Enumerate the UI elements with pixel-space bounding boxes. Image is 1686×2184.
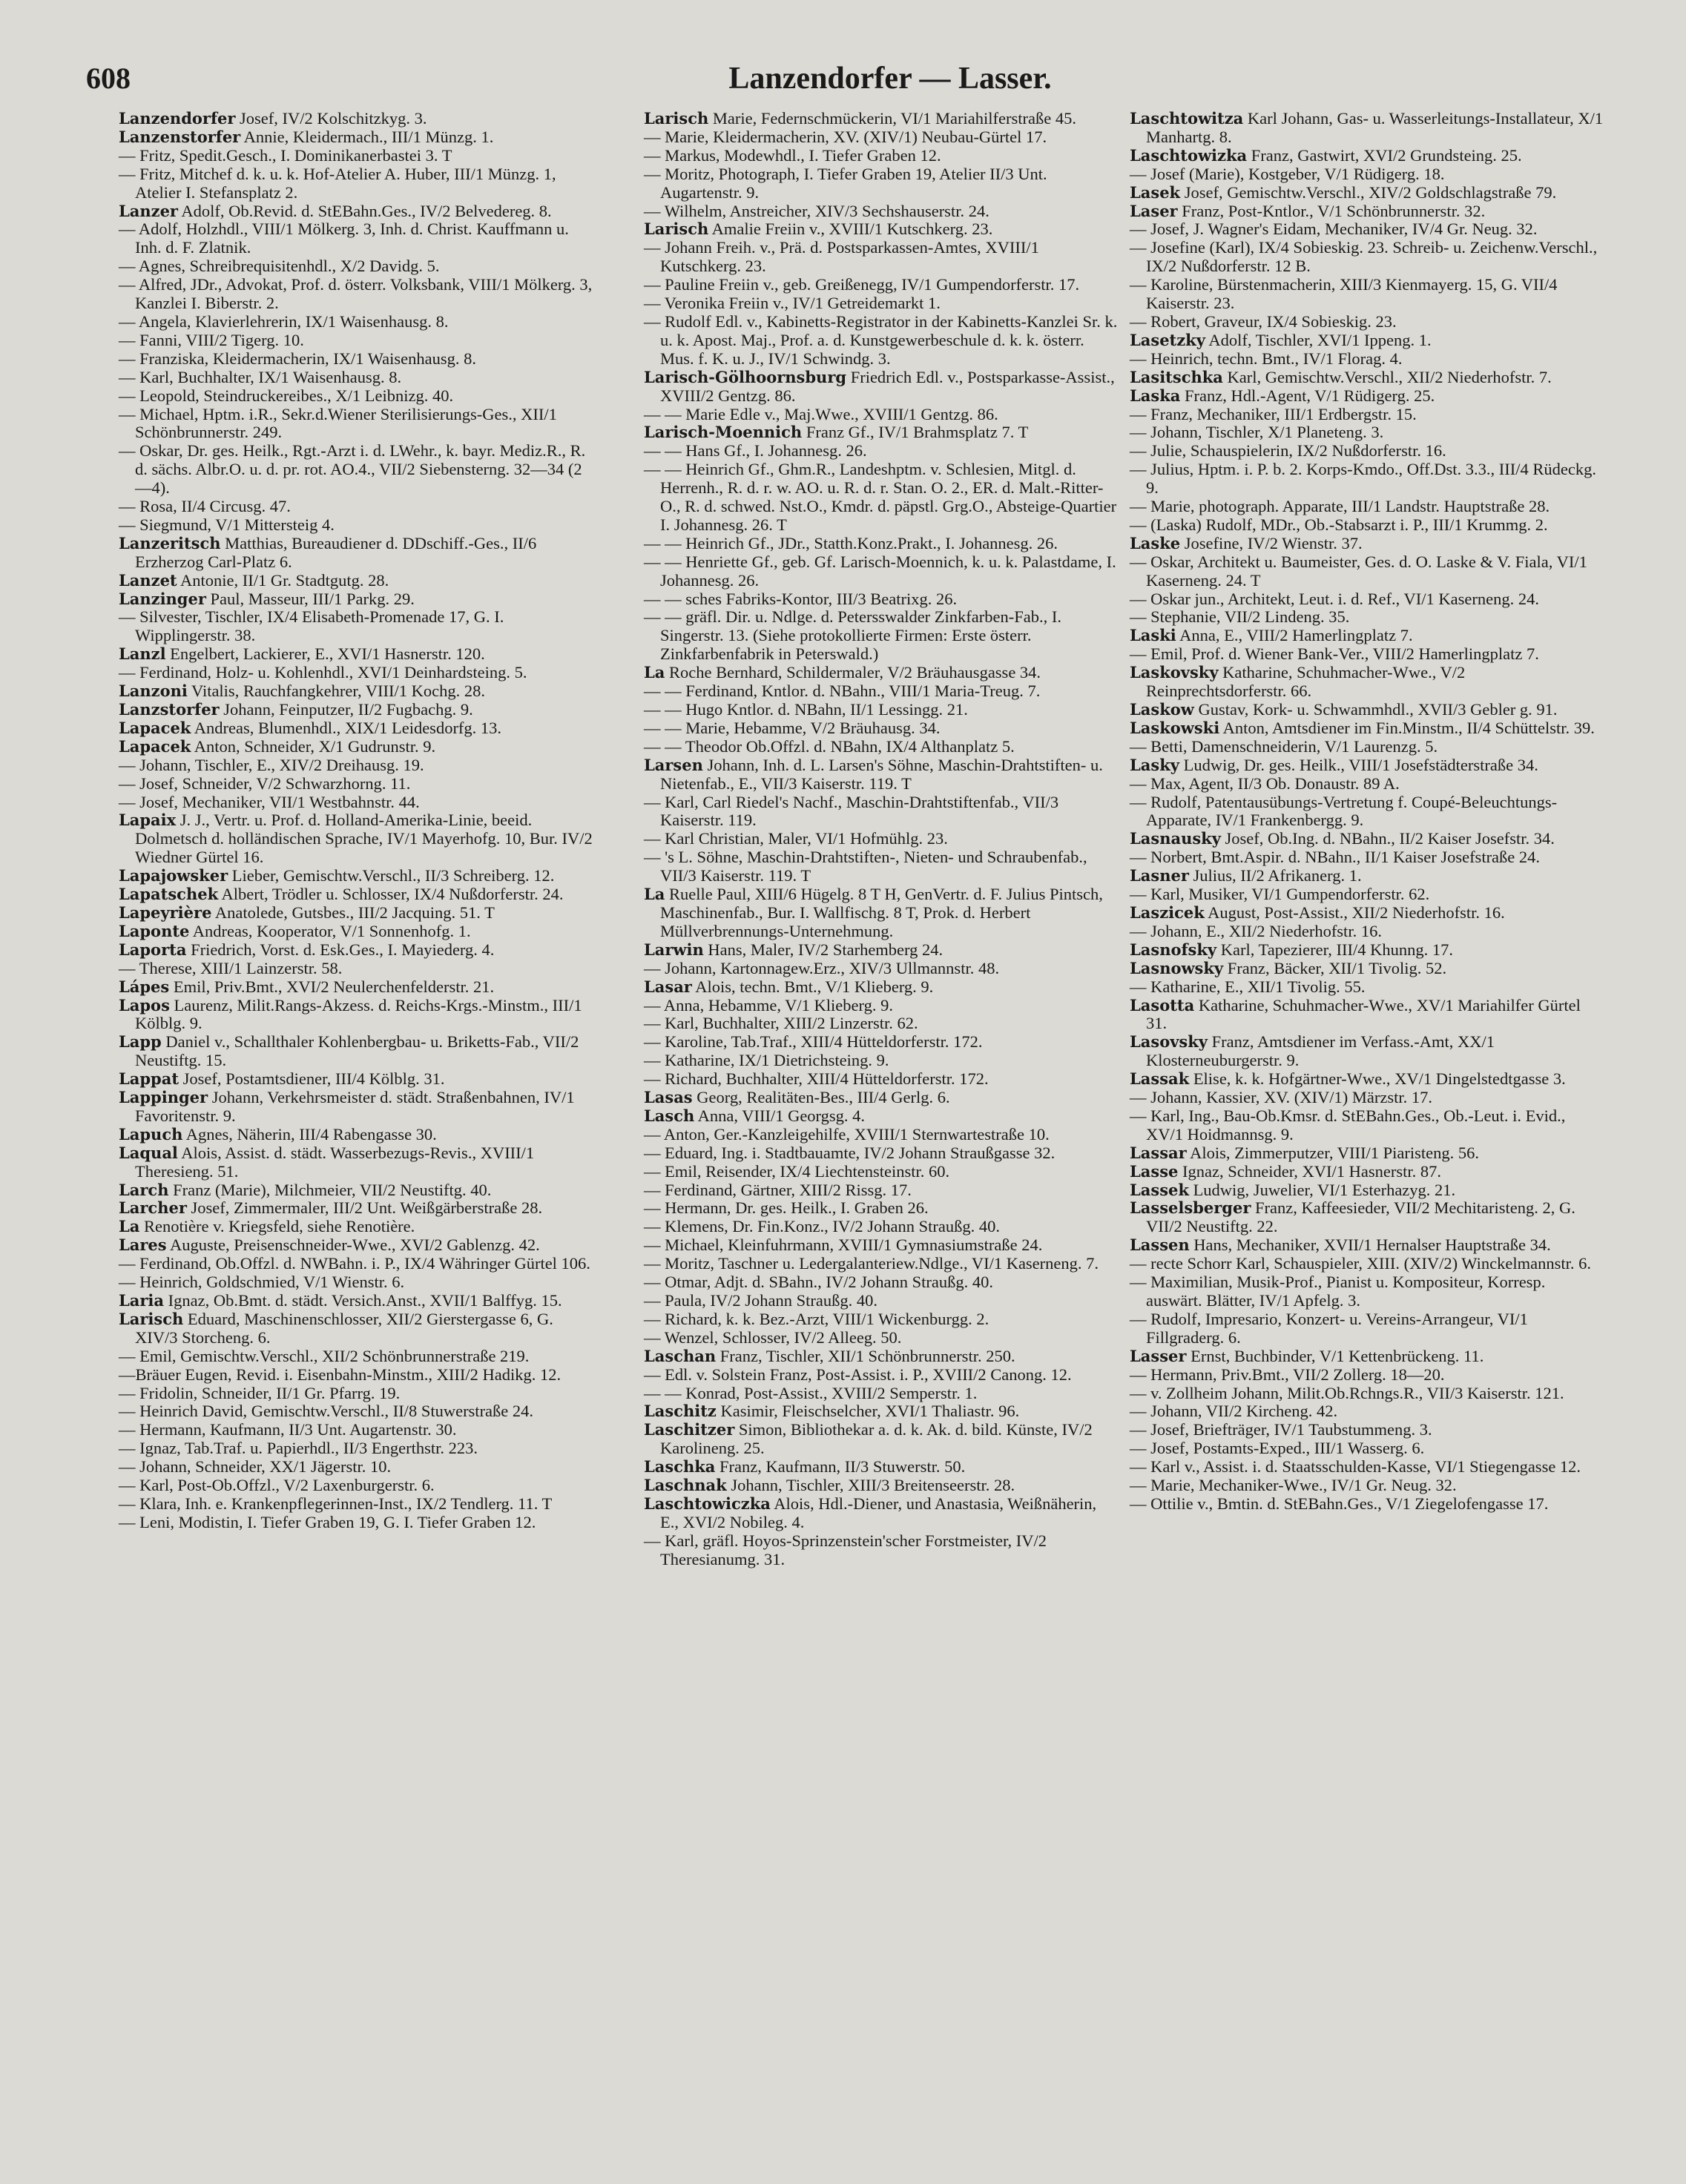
directory-entry: — Josef, Briefträger, IV/1 Taubstummeng. 3. [1130,1420,1432,1439]
directory-entry: — Karl, Buchhalter, IX/1 Waisenhausg. 8. [119,367,402,386]
entry-surname: Lares [119,1235,167,1255]
directory-entry: — Adolf, Holzhdl., VIII/1 Mölkerg. 3, Inh. d. Christ. Kauffmann u. Inh. d. F. Zlatnik. [119,220,569,257]
directory-entry: — Michael, Kleinfuhrmann, XVIII/1 Gymnasiumstraße 24. [644,1235,1043,1255]
entry-surname: Lapacek [119,736,191,756]
entry-surname: Laskowski [1130,718,1220,737]
directory-entry: — Fritz, Mitchef d. k. u. k. Hof-Atelier A. Huber, III/1 Münzg. 1, Atelier I. Stefansplatz 2. [119,164,556,202]
entry-surname: Lasitschka [1130,367,1223,386]
directory-entry: — Franziska, Kleidermacherin, IX/1 Waisenhausg. 8. [119,349,477,368]
directory-entry: Lapacek Anton, Schneider, X/1 Gudrunstr. 9. [119,736,436,756]
directory-entry: Larisch Eduard, Maschinenschlosser, XII/2 Gierstergasse 6, G. XIV/3 Storcheng. 6. [119,1309,553,1347]
directory-entry: — Marie, Mechaniker-Wwe., IV/1 Gr. Neug. 32. [1130,1476,1457,1495]
directory-entry: Lasch Anna, VIII/1 Georgsg. 4. [644,1106,866,1125]
entry-surname: Lanzer [119,201,178,220]
directory-entry: — Hermann, Dr. ges. Heilk., I. Graben 26. [644,1198,929,1218]
entry-surname: Lappat [119,1069,180,1089]
directory-entry: Laschtowiczka Alois, Hdl.-Diener, und Anastasia, Weißnäherin, E., XVI/2 Nobileg. 4. [644,1494,1097,1531]
directory-entry: Laskovsky Katharine, Schuhmacher-Wwe., V/2 Reinprechtsdorferstr. 66. [1130,663,1466,701]
entry-surname: Laschtowiczka [644,1494,771,1513]
directory-entry: Laschitzer Simon, Bibliothekar a. d. k. Ak. d. bild. Künste, IV/2 Karolineng. 25. [644,1420,1093,1458]
entry-surname: Laschka [644,1457,716,1477]
entry-surname: Lanzstorfer [119,700,220,719]
entry-surname: Lassar [1130,1143,1187,1162]
entry-surname: Lassak [1130,1069,1190,1089]
directory-entry: Laschnak Johann, Tischler, XIII/3 Breitenseerstr. 28. [644,1476,1015,1495]
directory-entry: Lassek Ludwig, Juwelier, VI/1 Esterhazyg. 21. [1130,1180,1456,1199]
directory-entry: Larwin Hans, Maler, IV/2 Starhemberg 24. [644,940,944,959]
directory-entry: — Johann, Tischler, E., XIV/2 Dreihausg. 19. [119,755,424,774]
directory-entry: — Johann, Kassier, XV. (XIV/1) Märzstr. 17. [1130,1088,1432,1107]
directory-entry: — — Marie, Hebamme, V/2 Bräuhausg. 34. [644,718,941,737]
directory-entry: — — Henriette Gf., geb. Gf. Larisch-Moennich, k. u. k. Palastdame, I. Johannesg. 26. [644,552,1116,590]
directory-entry: Lapacek Andreas, Blumenhdl., XIX/1 Leidesdorfg. 13. [119,718,502,737]
directory-entry: — — gräfl. Dir. u. Ndlge. d. Petersswalder Zinkfarben-Fab., I. Singerstr. 13. (Siehe protokollierte Firmen: Erste österr. Zinkfarbenfabrik in Peterswald.) [644,607,1061,664]
directory-entry: — Karl Christian, Maler, VI/1 Hofmühlg. 23. [644,829,948,848]
directory-entry: — Johann, Schneider, XX/1 Jägerstr. 10. [119,1457,392,1477]
directory-entry: La Ruelle Paul, XIII/6 Hügelg. 8 T H, GenVertr. d. F. Julius Pintsch, Maschinenfab., Bur. I. Wallfischg. 8 T, Prok. d. Herbert Müllverbrennungs-Unternehmung. [644,885,1103,940]
directory-entry: — Josef, J. Wagner's Eidam, Mechaniker, IV/4 Gr. Neug. 32. [1130,220,1538,239]
directory-entry: Larsen Johann, Inh. d. L. Larsen's Söhne, Maschin-Drahtstiften- u. Nietenfab., E., VII/3 Kaiserstr. 119. T [644,755,1103,793]
directory-entry: —Bräuer Eugen, Revid. i. Eisenbahn-Minstm., XIII/2 Hadikg. 12. [119,1365,562,1384]
entry-surname: Lasnofsky [1130,940,1217,959]
directory-entry: — Julie, Schauspielerin, IX/2 Nußdorferstr. 16. [1130,441,1446,461]
entry-surname: Laschnak [644,1476,727,1495]
entry-surname: Laszicek [1130,903,1205,922]
directory-entry: Laskow Gustav, Kork- u. Schwammhdl., XVII/3 Gebler g. 91. [1130,700,1558,719]
directory-entry: — — Ferdinand, Kntlor. d. NBahn., VIII/1 Maria-Treug. 7. [644,682,1041,701]
directory-entry: — Hermann, Kaufmann, II/3 Unt. Augartenstr. 30. [119,1420,457,1439]
directory-entry: Lapeyrière Anatolede, Gutsbes., III/2 Jacquing. 51. T [119,903,495,922]
directory-entry: — Johann, Kartonnagew.Erz., XIV/3 Ullmannstr. 48. [644,958,1000,977]
directory-entry: Lapajowsker Lieber, Gemischtw.Verschl., II/3 Schreiberg. 12. [119,866,555,885]
directory-entry: — Eduard, Ing. i. Stadtbauamte, IV/2 Johann Straußgasse 32. [644,1143,1056,1162]
running-head: Lanzendorfer — Lasser. [728,62,1052,96]
entry-surname: Lasotta [1130,995,1195,1015]
directory-entry: — Richard, k. k. Bez.-Arzt, VIII/1 Wickenburgg. 2. [644,1309,989,1328]
entry-surname: Laski [1130,626,1176,645]
directory-entry: — Rudolf Edl. v., Kabinetts-Registrator in der Kabinetts-Kanzlei Sr. k. u. k. Apost. Maj., Prof. a. d. Kunstgewerbeschule d. k. k. österr. Mus. f. K. u. J., IV/1 Schwindg. 3. [644,311,1118,368]
directory-entry: Lasnowsky Franz, Bäcker, XII/1 Tivolig. 52. [1130,958,1447,977]
directory-entry: Lanzoni Vitalis, Rauchfangkehrer, VIII/1 Kochg. 28. [119,682,486,701]
entry-surname: La [644,885,665,904]
directory-entry: Lasser Ernst, Buchbinder, V/1 Kettenbrückeng. 11. [1130,1346,1484,1365]
directory-entry: — — sches Fabriks-Kontor, III/3 Beatrixg. 26. [644,589,958,608]
directory-entry: — Veronika Freiin v., IV/1 Getreidemarkt 1. [644,294,941,313]
directory-entry: — Josef (Marie), Kostgeber, V/1 Rüdigerg. 18. [1130,164,1445,183]
entry-surname: Lasser [1130,1346,1187,1365]
directory-entry: — Oskar, Dr. ges. Heilk., Rgt.-Arzt i. d. LWehr., k. bayr. Mediz.R., R. d. sächs. Albr.O. u. d. pr. rot. AO.4., VII/2 Siebensterng. 32—34 (2—4). [119,441,586,498]
directory-entry: — Karoline, Tab.Traf., XIII/4 Hütteldorferstr. 172. [644,1032,983,1052]
directory-entry: — Wenzel, Schlosser, IV/2 Alleeg. 50. [644,1327,902,1347]
directory-entry: — Klara, Inh. e. Krankenpflegerinnen-Inst., IX/2 Tendlerg. 11. T [119,1494,553,1513]
directory-entry: — Karl, Post-Ob.Offzl., V/2 Laxenburgerstr. 6. [119,1476,435,1495]
entry-surname: Lanzendorfer [119,109,236,128]
directory-entry: Lasnausky Josef, Ob.Ing. d. NBahn., II/2 Kaiser Josefstr. 34. [1130,829,1555,848]
directory-entry: — Maximilian, Musik-Prof., Pianist u. Kompositeur, Korresp. auswärt. Blätter, IV/1 Apfelg. 3. [1130,1273,1546,1310]
directory-entry: Larisch-Moennich Franz Gf., IV/1 Brahmsplatz 7. T [644,423,1029,442]
directory-entry: — Oskar jun., Architekt, Leut. i. d. Ref., VI/1 Kaserneng. 24. [1130,589,1539,608]
directory-entry: Larch Franz (Marie), Milchmeier, VII/2 Neustiftg. 40. [119,1180,492,1199]
entry-surname: Lasner [1130,866,1189,885]
entry-surname: Larcher [119,1198,187,1218]
directory-entry: — Hermann, Priv.Bmt., VII/2 Zollerg. 18—20. [1130,1365,1445,1384]
directory-entry: — Ottilie v., Bmtin. d. StEBahn.Ges., V/1 Ziegelofengasse 17. [1130,1494,1549,1513]
directory-entry: Lapaix J. J., Vertr. u. Prof. d. Holland-Amerika-Linie, beeid. Dolmetsch d. holländischen Sprache, IV/1 Mayerhofg. 10, Bur. IV/2 Wiedner Gürtel 16. [119,811,593,867]
entry-surname: Lanzinger [119,589,206,608]
entry-surname: Lápes [119,977,170,996]
directory-entry: Lares Auguste, Preisenschneider-Wwe., XVI/2 Gablenzg. 42. [119,1235,540,1255]
directory-entry: Lanzendorfer Josef, IV/2 Kolschitzkyg. 3. [119,109,427,128]
column-middle [644,110,1119,1569]
entry-surname: Lapeyrière [119,903,212,922]
entry-surname: Lapajowsker [119,866,228,885]
entry-surname: Lapp [119,1032,162,1052]
directory-entry: — Marie, photograph. Apparate, III/1 Landstr. Hauptstraße 28. [1130,497,1550,516]
directory-entry: — Otmar, Adjt. d. SBahn., IV/2 Johann Straußg. 40. [644,1273,993,1292]
column-right [1130,110,1604,1514]
directory-entry: — recte Schorr Karl, Schauspieler, XIII. (XIV/2) Winckelmannstr. 6. [1130,1254,1591,1273]
directory-entry: Lappat Josef, Postamtsdiener, III/4 Kölblg. 31. [119,1069,445,1089]
directory-entry: — Therese, XIII/1 Lainzerstr. 58. [119,958,343,977]
entry-surname: Lasek [1130,182,1181,202]
directory-entry: Laska Franz, Hdl.-Agent, V/1 Rüdigerg. 25. [1130,386,1435,405]
directory-entry: — Moritz, Photograph, I. Tiefer Graben 19, Atelier II/3 Unt. Augartenstr. 9. [644,164,1047,202]
entry-surname: Lasselsberger [1130,1198,1251,1218]
entry-surname: Laponte [119,921,190,940]
directory-entry: — Emil, Gemischtw.Verschl., XII/2 Schönbrunnerstraße 219. [119,1346,530,1365]
directory-entry: — Emil, Prof. d. Wiener Bank-Ver., VIII/2 Hamerlingplatz 7. [1130,644,1539,664]
directory-entry: Lanzinger Paul, Masseur, III/1 Parkg. 29. [119,589,415,608]
directory-entry: Laszicek August, Post-Assist., XII/2 Niederhofstr. 16. [1130,903,1505,922]
directory-entry: — Anna, Hebamme, V/1 Klieberg. 9. [644,995,893,1015]
directory-entry: — Karl, Ing., Bau-Ob.Kmsr. d. StEBahn.Ges., Ob.-Leut. i. Evid., XV/1 Hoidmannsg. 9. [1130,1106,1566,1144]
directory-entry: Lanzl Engelbert, Lackierer, E., XVI/1 Hasnerstr. 120. [119,644,485,664]
directory-entry: — Michael, Hptm. i.R., Sekr.d.Wiener Sterilisierungs-Ges., XII/1 Schönbrunnerstr. 249. [119,404,557,442]
directory-entry: — Karoline, Bürstenmacherin, XIII/3 Kienmayerg. 15, G. VII/4 Kaiserstr. 23. [1130,275,1558,313]
directory-entry: — — Heinrich Gf., JDr., Statth.Konz.Prakt., I. Johannesg. 26. [644,533,1058,552]
directory-entry: — Ferdinand, Ob.Offzl. d. NWBahn. i. P., IX/4 Währinger Gürtel 106. [119,1254,590,1273]
directory-entry: Laponte Andreas, Kooperator, V/1 Sonnenhofg. 1. [119,921,471,940]
directory-entry: — Heinrich, techn. Bmt., IV/1 Florag. 4. [1130,349,1403,368]
directory-entry: — Karl, Buchhalter, XIII/2 Linzerstr. 62. [644,1014,918,1033]
directory-entry: — Alfred, JDr., Advokat, Prof. d. österr. Volksbank, VIII/1 Mölkerg. 3, Kanzlei I. Biberstr. 2. [119,275,593,313]
entry-surname: Laskow [1130,700,1194,719]
entry-surname: Lassen [1130,1235,1190,1255]
directory-entry: — Betti, Damenschneiderin, V/1 Laurenzg. 5. [1130,736,1438,756]
entry-surname: Lasnausky [1130,829,1221,848]
directory-entry: — Fritz, Spedit.Gesch., I. Dominikanerbastei 3. T [119,145,452,165]
entry-surname: Laporta [119,940,187,959]
directory-entry: — Leopold, Steindruckereibes., X/1 Leibnizg. 40. [119,386,454,405]
entry-surname: Larwin [644,940,704,959]
directory-entry: Lanzet Antonie, II/1 Gr. Stadtgutg. 28. [119,570,389,590]
page-number: 608 [86,62,131,95]
directory-entry: — Karl, gräfl. Hoyos-Sprinzenstein'scher Forstmeister, IV/2 Theresianumg. 31. [644,1531,1047,1568]
directory-entry: — — Marie Edle v., Maj.Wwe., XVIII/1 Gentzg. 86. [644,404,998,423]
entry-surname: La [644,663,665,682]
directory-entry: — (Laska) Rudolf, MDr., Ob.-Stabsarzt i. P., III/1 Krummg. 2. [1130,515,1548,534]
directory-entry: Lapatschek Albert, Trödler u. Schlosser, IX/4 Nußdorferstr. 24. [119,885,564,904]
directory-entry: Lasar Alois, techn. Bmt., V/1 Klieberg. 9. [644,977,934,996]
directory-entry: — Karl, Musiker, VI/1 Gumpendorferstr. 62. [1130,885,1430,904]
directory-entry: — Johann, VII/2 Kircheng. 42. [1130,1402,1338,1421]
entry-surname: Laschitzer [644,1420,735,1439]
directory-entry: Lanzenstorfer Annie, Kleidermach., III/1 Münzg. 1. [119,127,494,146]
directory-entry: — Rudolf, Impresario, Konzert- u. Vereins-Arrangeur, VI/1 Fillgraderg. 6. [1130,1309,1528,1347]
directory-entry: Lassen Hans, Mechaniker, XVII/1 Hernalser Hauptstraße 34. [1130,1235,1551,1255]
directory-entry: — Markus, Modewhdl., I. Tiefer Graben 12. [644,145,941,165]
directory-entry: Laschan Franz, Tischler, XII/1 Schönbrunnerstr. 250. [644,1346,1015,1365]
directory-entry: — Fanni, VIII/2 Tigerg. 10. [119,330,304,349]
directory-entry: — Agnes, Schreibrequisitenhdl., X/2 Davidg. 5. [119,257,440,276]
directory-entry: — Norbert, Bmt.Aspir. d. NBahn., II/1 Kaiser Josefstraße 24. [1130,848,1541,867]
directory-entry: — Emil, Reisender, IX/4 Liechtensteinstr. 60. [644,1161,950,1181]
directory-entry: Lasselsberger Franz, Kaffeesieder, VII/2 Mechitaristeng. 2, G. VII/2 Neustiftg. 22. [1130,1198,1575,1236]
entry-surname: Laqual [119,1143,178,1162]
entry-surname: Larisch [644,220,709,239]
directory-entry: — Johann, Tischler, X/1 Planeteng. 3. [1130,423,1384,442]
directory-entry: — Klemens, Dr. Fin.Konz., IV/2 Johann Straußg. 40. [644,1217,1000,1236]
directory-entry: Lanzstorfer Johann, Feinputzer, II/2 Fugbachg. 9. [119,700,473,719]
directory-entry: Lasek Josef, Gemischtw.Verschl., XIV/2 Goldschlagstraße 79. [1130,182,1557,202]
entry-surname: Lasnowsky [1130,958,1224,977]
directory-entry: Laporta Friedrich, Vorst. d. Esk.Ges., I. Mayiederg. 4. [119,940,495,959]
directory-entry: — Franz, Mechaniker, III/1 Erdbergstr. 15. [1130,404,1417,423]
entry-surname: Laske [1130,533,1181,552]
directory-entry: Lasner Julius, II/2 Afrikanerg. 1. [1130,866,1362,885]
directory-entry: Laschitz Kasimir, Fleischselcher, XVI/1 Thaliastr. 96. [644,1402,1020,1421]
directory-entry: — 's L. Söhne, Maschin-Drahtstiften-, Nieten- und Schraubenfab., VII/3 Kaiserstr. 119. T [644,848,1087,885]
directory-entry: Laski Anna, E., VIII/2 Hamerlingplatz 7. [1130,626,1413,645]
directory-entry: — — Konrad, Post-Assist., XVIII/2 Semperstr. 1. [644,1383,978,1402]
entry-surname: Lasse [1130,1161,1179,1181]
entry-surname: Lapaix [119,811,177,830]
directory-entry: Lapos Laurenz, Milit.Rangs-Akzess. d. Reichs-Krgs.-Minstm., III/1 Kölblg. 9. [119,995,582,1033]
directory-entry: Lapp Daniel v., Schallthaler Kohlenbergbau- u. Briketts-Fab., VII/2 Neustiftg. 15. [119,1032,579,1070]
directory-entry: — Ferdinand, Holz- u. Kohlenhdl., XVI/1 Deinhardsteing. 5. [119,663,527,682]
directory-entry: — Katharine, IX/1 Dietrichsteing. 9. [644,1051,889,1070]
directory-entry: Lasitschka Karl, Gemischtw.Verschl., XII/2 Niederhofstr. 7. [1130,367,1552,386]
directory-entry: Lasky Ludwig, Dr. ges. Heilk., VIII/1 Josefstädterstraße 34. [1130,755,1538,774]
directory-entry: — Johann, E., XII/2 Niederhofstr. 16. [1130,921,1382,940]
directory-entry: — Stephanie, VII/2 Lindeng. 35. [1130,607,1350,627]
directory-entry: La Renotière v. Kriegsfeld, siehe Renotière. [119,1217,415,1236]
directory-entry: Laqual Alois, Assist. d. städt. Wasserbezugs-Revis., XVIII/1 Theresieng. 51. [119,1143,535,1181]
directory-entry: — v. Zollheim Johann, Milit.Ob.Rchngs.R., VII/3 Kaiserstr. 121. [1130,1383,1564,1402]
entry-surname: Larisch [119,1309,184,1328]
entry-surname: Lappinger [119,1088,208,1107]
directory-entry: — Moritz, Taschner u. Ledergalanteriew.Ndlge., VI/1 Kaserneng. 7. [644,1254,1099,1273]
directory-entry: Larisch Marie, Federnschmückerin, VI/1 Mariahilferstraße 45. [644,109,1076,128]
directory-entry: — Heinrich, Goldschmied, V/1 Wienstr. 6. [119,1273,405,1292]
directory-entry: — Karl v., Assist. i. d. Staatsschulden-Kasse, VI/1 Stiegengasse 12. [1130,1457,1581,1477]
directory-entry: — Oskar, Architekt u. Baumeister, Ges. d. O. Laske & V. Fiala, VI/1 Kaserneng. 24. T [1130,552,1587,590]
entry-surname: Larisch [644,109,709,128]
column-left [119,110,593,1532]
directory-entry: Lasovsky Franz, Amtsdiener im Verfass.-Amt, XX/1 Klosterneuburgerstr. 9. [1130,1032,1495,1070]
directory-entry: Lappinger Johann, Verkehrsmeister d. städt. Straßenbahnen, IV/1 Favoritenstr. 9. [119,1088,575,1125]
directory-entry: — Siegmund, V/1 Mittersteig 4. [119,515,335,534]
directory-entry: — Josef, Schneider, V/2 Schwarzhorng. 11. [119,773,411,793]
entry-surname: Lapuch [119,1124,183,1144]
directory-entry: — Ferdinand, Gärtner, XIII/2 Rissg. 17. [644,1180,912,1199]
directory-entry: Laser Franz, Post-Kntlor., V/1 Schönbrunnerstr. 32. [1130,201,1486,220]
directory-entry: — — Hugo Kntlor. d. NBahn, II/1 Lessingg. 21. [644,700,968,719]
directory-entry: — Josef, Postamts-Exped., III/1 Wasserg. 6. [1130,1439,1425,1458]
directory-entry: — — Theodor Ob.Offzl. d. NBahn, IX/4 Althanplatz 5. [644,736,1015,756]
entry-surname: Lanzl [119,644,166,664]
directory-entry: — Pauline Freiin v., geb. Greißenegg, IV/1 Gumpendorferstr. 17. [644,275,1080,294]
directory-entry: — Rosa, II/4 Circusg. 47. [119,497,291,516]
entry-surname: Lasetzky [1130,330,1205,349]
directory-entry: Larisch-Gölhoornsburg Friedrich Edl. v., Postsparkasse-Assist., XVIII/2 Gentzg. 86. [644,367,1115,405]
entry-surname: Laska [1130,386,1181,405]
entry-surname: Lanzeritsch [119,533,221,552]
directory-entry: — Fridolin, Schneider, II/1 Gr. Pfarrg. 19. [119,1383,401,1402]
entry-surname: Lassek [1130,1180,1189,1199]
directory-entry: Larcher Josef, Zimmermaler, III/2 Unt. Weißgärberstraße 28. [119,1198,543,1218]
directory-entry: Lasetzky Adolf, Tischler, XVI/1 Ippeng. 1. [1130,330,1432,349]
directory-entry: Laria Ignaz, Ob.Bmt. d. städt. Versich.Anst., XVII/1 Balffyg. 15. [119,1291,562,1310]
entry-surname: Lapacek [119,718,191,737]
directory-entry: — Leni, Modistin, I. Tiefer Graben 19, G. I. Tiefer Graben 12. [119,1512,536,1531]
directory-entry: — — Hans Gf., I. Johannesg. 26. [644,441,867,461]
entry-surname: Lapos [119,995,170,1015]
directory-entry: — Julius, Hptm. i. P. b. 2. Korps-Kmdo., Off.Dst. 3.3., III/4 Rüdeckg. 9. [1130,460,1596,498]
entry-surname: Larisch-Gölhoornsburg [644,367,847,386]
directory-entry: Lapuch Agnes, Näherin, III/4 Rabengasse 30. [119,1124,437,1144]
entry-surname: Laschitz [644,1402,717,1421]
entry-surname: Laskovsky [1130,663,1219,682]
directory-entry: — Edl. v. Solstein Franz, Post-Assist. i. P., XVIII/2 Canong. 12. [644,1365,1072,1384]
entry-surname: Lasas [644,1088,693,1107]
directory-entry: Laschtowitza Karl Johann, Gas- u. Wasserleitungs-Installateur, X/1 Manhartg. 8. [1130,109,1604,146]
directory-entry: Lassak Elise, k. k. Hofgärtner-Wwe., XV/1 Dingelstedtgasse 3. [1130,1069,1566,1089]
directory-entry: Lasas Georg, Realitäten-Bes., III/4 Gerlg. 6. [644,1088,950,1107]
directory-entry: La Roche Bernhard, Schildermaler, V/2 Bräuhausgasse 34. [644,663,1041,682]
directory-entry: Laskowski Anton, Amtsdiener im Fin.Minstm., II/4 Schüttelstr. 39. [1130,718,1595,737]
entry-surname: Laser [1130,201,1178,220]
directory-entry: Lápes Emil, Priv.Bmt., XVI/2 Neulerchenfelderstr. 21. [119,977,495,996]
directory-entry: — Ignaz, Tab.Traf. u. Papierhdl., II/3 Engerthstr. 223. [119,1439,478,1458]
directory-entry: — Heinrich David, Gemischtw.Verschl., II/8 Stuwerstraße 24. [119,1402,534,1421]
entry-surname: Lanzenstorfer [119,127,241,146]
directory-entry: — Silvester, Tischler, IX/4 Elisabeth-Promenade 17, G. I. Wipplingerstr. 38. [119,607,504,645]
directory-entry: Laschka Franz, Kaufmann, II/3 Stuwerstr. 50. [644,1457,966,1477]
directory-entry: — Karl, Carl Riedel's Nachf., Maschin-Drahtstiftenfab., VII/3 Kaiserstr. 119. [644,792,1059,830]
directory-entry: — Wilhelm, Anstreicher, XIV/3 Sechshauserstr. 24. [644,201,989,220]
entry-surname: Lanzoni [119,682,188,701]
entry-surname: Lanzet [119,570,177,590]
directory-entry: Laske Josefine, IV/2 Wienstr. 37. [1130,533,1363,552]
directory-entry: — Katharine, E., XII/1 Tivolig. 55. [1130,977,1366,996]
directory-entry: Larisch Amalie Freiin v., XVIII/1 Kutschkerg. 23. [644,220,993,239]
entry-surname: Larch [119,1180,169,1199]
directory-entry: Lanzer Adolf, Ob.Revid. d. StEBahn.Ges., IV/2 Belvedereg. 8. [119,201,552,220]
directory-entry: — Marie, Kleidermacherin, XV. (XIV/1) Neubau-Gürtel 17. [644,127,1047,146]
entry-surname: La [119,1217,140,1236]
directory-entry: — Anton, Ger.-Kanzleigehilfe, XVIII/1 Sternwartestraße 10. [644,1124,1050,1144]
directory-entry: — Richard, Buchhalter, XIII/4 Hütteldorferstr. 172. [644,1069,989,1089]
entry-surname: Laschan [644,1346,717,1365]
entry-surname: Larsen [644,755,703,774]
directory-entry: — Angela, Klavierlehrerin, IX/1 Waisenhausg. 8. [119,311,449,331]
directory-entry: — Josefine (Karl), IX/4 Sobieskig. 23. Schreib- u. Zeichenw.Verschl., IX/2 Nußdorferstr. 12 B. [1130,238,1598,276]
directory-entry: Lanzeritsch Matthias, Bureaudiener d. DDschiff.-Ges., II/6 Erzherzog Carl-Platz 6. [119,533,537,571]
directory-entry: Laschtowizka Franz, Gastwirt, XVI/2 Grundsteing. 25. [1130,145,1522,165]
entry-surname: Larisch-Moennich [644,423,803,442]
entry-surname: Laschtowizka [1130,145,1248,165]
entry-surname: Lasar [644,977,692,996]
directory-entry: Lassar Alois, Zimmerputzer, VIII/1 Piaristeng. 56. [1130,1143,1479,1162]
directory-entry: — Paula, IV/2 Johann Straußg. 40. [644,1291,877,1310]
entry-surname: Lasovsky [1130,1032,1208,1052]
directory-entry: — — Heinrich Gf., Ghm.R., Landeshptm. v. Schlesien, Mitgl. d. Herrenh., R. d. r. w. AO. u. R. d. r. Stan. O. 2., ER. d. Malt.-Ritter-O., R. d. schwed. Nst.O., Kmdr. d. päpstl. Grg.O., Absteige-Quartier I. Johannesg. 26. T [644,460,1117,534]
entry-surname: Lapatschek [119,885,219,904]
entry-surname: Lasky [1130,755,1179,774]
directory-entry: — Robert, Graveur, IX/4 Sobieskig. 23. [1130,311,1397,331]
entry-surname: Laschtowitza [1130,109,1244,128]
directory-entry: — Max, Agent, II/3 Ob. Donaustr. 89 A. [1130,773,1400,793]
directory-entry: — Rudolf, Patentausübungs-Vertretung f. Coupé-Beleuchtungs-Apparate, IV/1 Frankenbergg. 9. [1130,792,1558,830]
directory-entry: — Johann Freih. v., Prä. d. Postsparkassen-Amtes, XVIII/1 Kutschkerg. 23. [644,238,1039,276]
directory-entry: Lasnofsky Karl, Tapezierer, III/4 Khunng. 17. [1130,940,1453,959]
directory-entry: — Josef, Mechaniker, VII/1 Westbahnstr. 44. [119,792,420,811]
entry-surname: Laria [119,1291,165,1310]
directory-entry: Lasotta Katharine, Schuhmacher-Wwe., XV/1 Mariahilfer Gürtel 31. [1130,995,1581,1033]
entry-surname: Lasch [644,1106,695,1125]
directory-entry: Lasse Ignaz, Schneider, XVI/1 Hasnerstr. 87. [1130,1161,1442,1181]
